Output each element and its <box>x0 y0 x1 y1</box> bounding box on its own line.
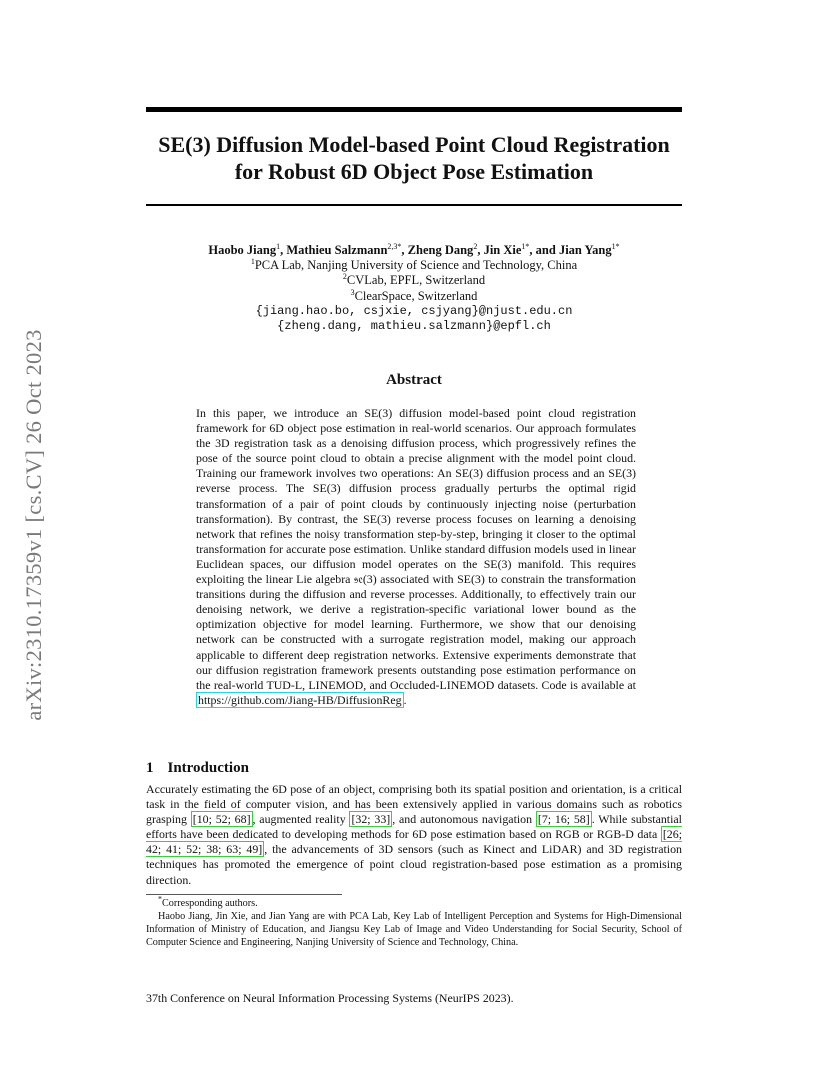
footnote-rule <box>146 894 342 895</box>
citation-link[interactable]: [7; 16; 58] <box>537 812 590 827</box>
citation-link[interactable]: [32; 33] <box>351 812 391 827</box>
arxiv-stamp <box>19 290 49 760</box>
email-line-2: {zheng.dang, mathieu.salzmann}@epfl.ch <box>277 319 551 334</box>
paper-title <box>100 131 728 185</box>
citation-link[interactable]: [10; 52; 68] <box>192 812 251 827</box>
citation-link[interactable]: [26; 42; 41; 52; 38; 63; 49] <box>146 827 682 857</box>
intro-paragraph: Accurately estimating the 6D pose of an object, comprising both its spatial position and orientation, is a critical task in the field of computer vision, and has been extensively applied in various domains such as robotics grasping [10; 52; 68] , augmented reality [32; 33] , and autonomous navigation [7; 16; 58] . While substantial efforts have been dedicated to developing methods for 6D pose estimation based on RGB or RGB-D data [26; 42; 41; 52; 38; 63; 49] , the advancements of 3D sensors (such as Kinect and LiDAR) and 3D registration techniques has promoted the emergence of point cloud registration-based pose estimation as a promising direction. <box>146 782 682 887</box>
title-line-1: SE(3) Diffusion Model-based Point Cloud Registration <box>158 132 670 157</box>
affiliation-2: $^2$CVLab, EPFL, Switzerland <box>342 272 486 288</box>
footnote-1: *Corresponding authors. <box>158 894 258 909</box>
title-line-2: for Robust 6D Object Pose Estimation <box>234 159 594 184</box>
arxiv-id: arXiv:2310.17359v1 [cs.CV] 26 Oct 2023 <box>21 329 46 721</box>
email-line-1: {jiang.hao.bo, csjxie, csjyang}@njust.edu.cn <box>255 303 573 318</box>
code-link[interactable]: https://github.com/Jiang-HB/DiffusionReg <box>198 692 402 707</box>
footnotes <box>146 894 682 949</box>
conference-footer: 37th Conference on Neural Information Processing Systems (NeurIPS 2023). <box>146 991 514 1005</box>
title-top-rule <box>146 107 682 112</box>
author-names: Haobo Jiang$^1$, Mathieu Salzmann$^{2,3*}$, Zheng Dang$^2$, Jin Xie$^{1*}$, and Jian Yang$^{1*}$ <box>208 241 620 257</box>
abstract-heading: Abstract <box>386 372 442 388</box>
affiliation-3: $^3$ClearSpace, Switzerland <box>350 287 478 303</box>
author-block <box>100 243 728 334</box>
affiliation-1: $^1$PCA Lab, Nanjing University of Science and Technology, China <box>250 257 578 273</box>
footnote-2: Haobo Jiang, Jin Xie, and Jian Yang are with PCA Lab, Key Lab of Intelligent Perception and Systems for High-Dimensional Information of Ministry of Education, and Jiangsu Key Lab of Image and Video Understanding for Social Security, School of Computer Science and Engineering, Nanjing University of Science and Technology, China. <box>146 911 682 948</box>
abstract-body: In this paper, we introduce an SE(3) diffusion model-based point cloud registration framework for 6D object pose estimation in real-world scenarios. Our approach formulates the 3D registration task as a denoising diffusion process, which progressively refines the pose of the source point cloud to obtain a precise alignment with the model point cloud. Training our framework involves two operations: An SE(3) diffusion process and an SE(3) reverse process. The SE(3) diffusion process gradually perturbs the optimal rigid transformation of a pair of point clouds by continuously injecting noise (perturbation transformation). By contrast, the SE(3) reverse process focuses on learning a denoising network that refines the noisy transformation step-by-step, bringing it closer to the optimal transformation for accurate pose estimation. Unlike standard diffusion models used in linear Euclidean spaces, our diffusion model operates on the SE(3) manifold. This requires exploiting the linear Lie algebra 𝔰𝔢(3) associated with SE(3) to constrain the transformation transitions during the diffusion and reverse processes. Additionally, to effectively train our denoising network, we derive a registration-specific variational lower bound as the optimization objective for model learning. Furthermore, we show that our denoising network can be constructed with a surrogate registration model, making our approach applicable to different deep registration networks. Extensive experiments demonstrate that our diffusion registration framework presents outstanding pose estimation performance on the real-world TUD-L, LINEMOD, and Occluded-LINEMOD datasets. Code is available at https://github.com/Jiang-HB/DiffusionReg . <box>196 406 636 707</box>
title-bottom-rule <box>146 204 682 206</box>
section-heading: 1 Introduction <box>146 760 249 776</box>
